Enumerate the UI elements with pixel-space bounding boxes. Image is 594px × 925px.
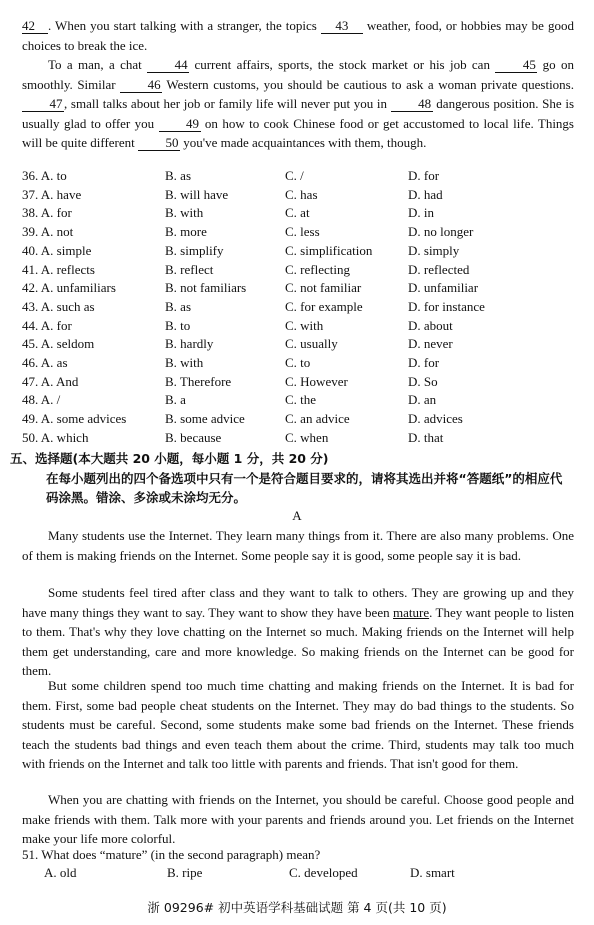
option-a: 39. A. not — [22, 224, 74, 240]
option-row-41 — [22, 261, 574, 280]
option-d: D. never — [408, 336, 453, 352]
cloze-paragraph-1 — [22, 16, 574, 55]
blank-48: 48 — [391, 97, 433, 112]
option-b: B. ripe — [167, 865, 203, 880]
option-b: B. as — [165, 168, 191, 183]
option-row-43 — [22, 298, 574, 317]
option-b: B. Therefore — [165, 373, 232, 389]
option-a: 40. A. simple — [22, 242, 92, 258]
option-b: B. not familiars — [165, 280, 247, 296]
option-row-42 — [22, 279, 574, 298]
option-d: D. had — [408, 186, 443, 202]
option-d: D. an — [408, 392, 437, 408]
option-row-50 — [22, 429, 574, 448]
passage-a-paragraph-4: When you are chatting with friends on the Internet, you should be careful. Choose good people and make friends with them. Talk more with your parents and friends around you. Let friends on the Internet make your life more colorful. — [22, 792, 574, 846]
blank-47: 47 — [22, 97, 64, 112]
option-row-40 — [22, 242, 574, 261]
option-c: C. simplification — [285, 242, 373, 258]
option-row-48 — [22, 391, 574, 410]
option-b: B. more — [165, 224, 207, 240]
passage-a-paragraph-3: But some children spend too much time chatting and making friends on the Internet. It is bad for them. First, some bad people cheat students on the Internet. They may do bad things to the students. So students must be careful. Second, some students make some bad friends on the Internet. These friends teach the students bad things and even teach them about the crime. Third, students may talk too much with friends on the Internet and talk too little with parents and friends. That isn't good for them. — [22, 678, 574, 771]
option-b: B. simplify — [165, 242, 224, 258]
option-b: B. to — [165, 317, 191, 333]
blank-42: 42 — [22, 19, 48, 34]
option-row-44 — [22, 317, 574, 336]
option-row-36 — [22, 167, 574, 186]
option-d: D. for — [408, 355, 440, 370]
blank-46: 46 — [120, 78, 162, 93]
option-d: D. about — [408, 317, 453, 333]
option-b: B. reflect — [165, 261, 214, 277]
option-d: D. no longer — [408, 224, 474, 240]
option-c: C. when — [285, 429, 329, 445]
blank-44: 44 — [147, 58, 189, 73]
section-heading: 五、选择题(本大题共 20 小题，每小题 1 分，共 20 分) — [10, 451, 329, 466]
option-a: 45. A. seldom — [22, 336, 95, 352]
option-c: C. to — [285, 355, 311, 370]
option-c: C. has — [285, 186, 318, 202]
option-d: D. for instance — [408, 298, 485, 314]
option-b: B. a — [165, 392, 186, 408]
page-footer: 浙 09296# 初中英语学科基础试题 第 4 页(共 10 页) — [147, 900, 447, 915]
option-d: D. unfamiliar — [408, 280, 479, 296]
option-b: B. will have — [165, 186, 229, 202]
blank-49: 49 — [159, 117, 201, 132]
cloze-text: weather, food, or hobbies may be good choices to break the ice. — [22, 18, 574, 53]
option-b: B. with — [165, 205, 204, 221]
option-a: 38. A. for — [22, 205, 72, 221]
option-b: B. with — [165, 355, 204, 370]
option-a: 43. A. such as — [22, 298, 95, 314]
option-d: D. in — [408, 205, 434, 221]
option-a: A. old — [44, 865, 77, 880]
option-c: C. However — [285, 373, 348, 389]
option-c: C. at — [285, 205, 310, 221]
option-c: C. / — [285, 168, 304, 183]
option-b: B. some advice — [165, 411, 245, 427]
option-a: 47. A. And — [22, 373, 79, 389]
option-a: 49. A. some advices — [22, 411, 127, 427]
option-row-47 — [22, 373, 574, 392]
option-b: B. because — [165, 429, 222, 445]
option-d: D. smart — [410, 865, 455, 880]
option-row-37 — [22, 186, 574, 205]
cloze-text: . When you start talking with a stranger, the topics — [48, 18, 321, 33]
option-a: 36. A. to — [22, 168, 67, 183]
option-d: D. that — [408, 429, 444, 445]
option-c: C. the — [285, 392, 317, 408]
option-a: 46. A. as — [22, 355, 68, 370]
cloze-text: go on smoothly. Similar — [22, 57, 575, 92]
option-a: 50. A. which — [22, 429, 89, 445]
option-d: D. for — [408, 168, 440, 183]
option-row-49 — [22, 410, 574, 429]
option-c: C. usually — [285, 336, 338, 352]
option-d: D. reflected — [408, 261, 470, 277]
option-c: C. reflecting — [285, 261, 350, 277]
passage-a-paragraph-1: Many students use the Internet. They learn many things from it. There are also many problems. One of them is making friends on the Internet. Some people say it is good, some people say it is bad. — [22, 528, 574, 563]
blank-43: 43 — [321, 19, 363, 34]
cloze-text: To a man, a chat — [48, 57, 148, 72]
option-c: C. less — [285, 224, 320, 240]
option-a: 41. A. reflects — [22, 261, 95, 277]
option-c: C. for example — [285, 298, 363, 314]
option-row-39 — [22, 223, 574, 242]
option-b: B. as — [165, 298, 191, 314]
blank-45: 45 — [495, 58, 537, 73]
cloze-text: , small talks about her job or family life will never put you in — [64, 96, 391, 111]
question-51-options — [22, 864, 574, 883]
option-b: B. hardly — [165, 336, 214, 352]
option-a: 48. A. / — [22, 392, 61, 408]
cloze-text: you've made acquaintances with them, though. — [180, 135, 427, 150]
cloze-text: current affairs, sports, the stock market or his job can — [189, 57, 496, 72]
paragraph-text: Some students feel tired after class and they want to talk to others. They are growing up and they have many things they want to say. They want to show they have been — [22, 585, 574, 620]
cloze-text: dangerous position. She is usually glad to offer you — [22, 96, 575, 131]
cloze-text: on how to cook Chinese food or get accustomed to local life. Things will be quite different — [22, 115, 574, 150]
underlined-word: mature — [393, 604, 430, 620]
passage-label: A — [292, 508, 302, 523]
passage-a-paragraph-2 — [22, 583, 574, 681]
option-c: C. developed — [289, 865, 358, 880]
cloze-text: Western customs, you should be cautious to ask a woman private questions. — [162, 76, 574, 92]
paragraph-text: . They want people to listen to them. That's why they love chatting on the Internet so much. Making friends on the Internet will help them get understanding, care and more knowledge. So making friends on the Internet can be good for them. — [22, 604, 574, 678]
option-c: C. with — [285, 317, 324, 333]
option-d: D. So — [408, 373, 438, 389]
option-d: D. simply — [408, 242, 460, 258]
option-a: 44. A. for — [22, 317, 72, 333]
option-a: 42. A. unfamiliars — [22, 280, 116, 296]
option-a: 37. A. have — [22, 186, 82, 202]
question-51-stem: 51. What does “mature” (in the second paragraph) mean? — [22, 847, 321, 862]
option-row-46 — [22, 354, 574, 373]
option-c: C. an advice — [285, 411, 350, 427]
option-row-38 — [22, 204, 574, 223]
option-c: C. not familiar — [285, 280, 362, 296]
section-instruction: 在每小题列出的四个备选项中只有一个是符合题目要求的，请将其选出并将“答题纸”的相应代码涂黑。错涂、多涂或未涂均无分。 — [46, 471, 563, 505]
blank-50: 50 — [138, 136, 180, 151]
option-d: D. advices — [408, 411, 463, 427]
option-row-45 — [22, 335, 574, 354]
cloze-paragraph-2 — [22, 55, 574, 153]
